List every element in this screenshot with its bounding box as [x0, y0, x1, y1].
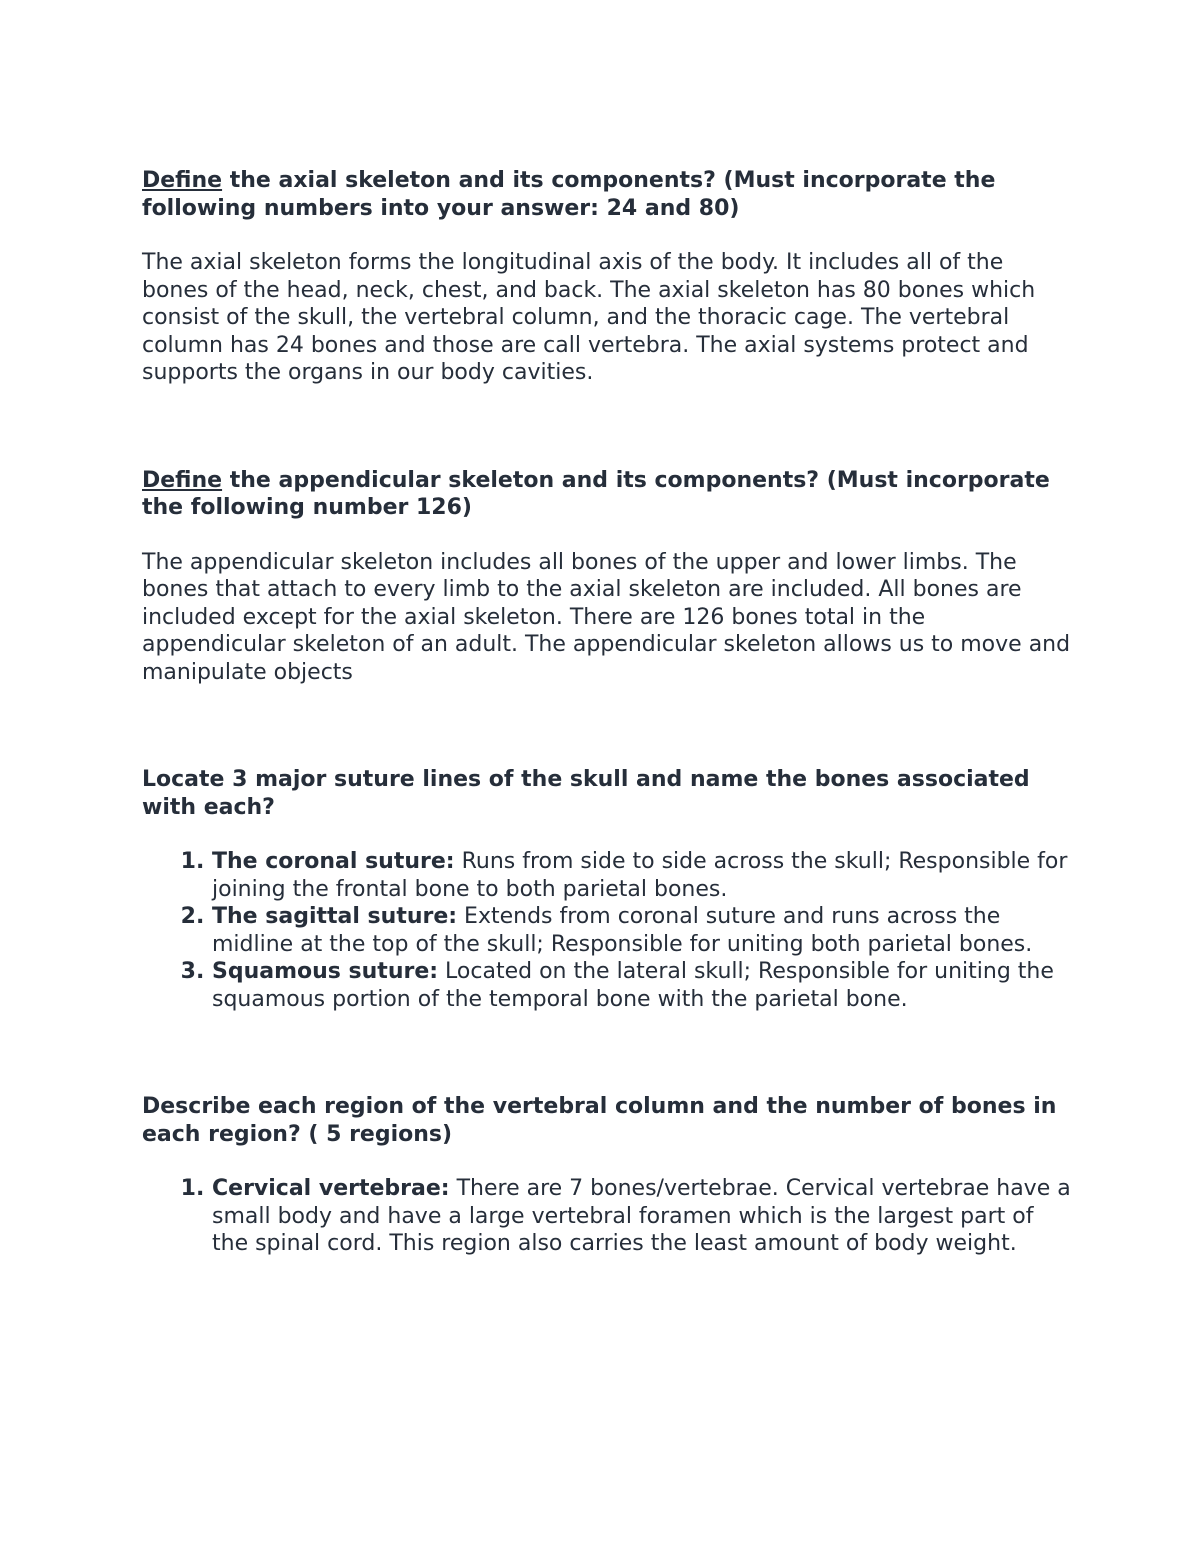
list-item-text: Extends from coronal suture and runs across the midline at the top of the skull; Responsible for uniting both parietal bones.	[212, 904, 1033, 957]
list-item	[212, 1175, 1072, 1258]
question-suture-lines: Locate 3 major suture lines of the skull and name the bones associated with each?	[142, 767, 1030, 820]
list-item	[212, 903, 1072, 958]
list-item-term: Cervical vertebrae:	[212, 1176, 450, 1201]
section-suture-lines	[142, 766, 1072, 1013]
question-vertebral-regions: Describe each region of the vertebral column and the number of bones in each region? ( 5 regions)	[142, 1094, 1057, 1147]
question-appendicular-skeleton	[142, 467, 1072, 522]
section-appendicular-skeleton	[142, 467, 1072, 687]
question-lead: Define	[142, 467, 223, 493]
list-item-text: Runs from side to side across the skull; Responsible for joining the frontal bone to both parietal bones.	[212, 849, 1068, 902]
list-item-term: The sagittal suture:	[212, 904, 458, 929]
question-lead: Define	[142, 168, 223, 193]
list-item-term: Squamous suture:	[212, 959, 439, 984]
list-item	[212, 848, 1072, 903]
answer-axial-skeleton: The axial skeleton forms the longitudinal axis of the body. It includes all of the bones of the head, neck, chest, and back. The axial skeleton has 80 bones which consist of the skull, the vertebral column, and the thoracic cage. The vertebral column has 24 bones and those are call vertebra. The axial systems protect and supports the organs in our body cavities.	[142, 250, 1036, 385]
section-vertebral-regions	[142, 1093, 1072, 1258]
list-item-text: Located on the lateral skull; Responsible for uniting the squamous portion of the temporal bone with the parietal bone.	[212, 959, 1054, 1012]
list-item-term: The coronal suture:	[212, 849, 455, 874]
vertebral-region-list	[142, 1175, 1072, 1258]
suture-list	[142, 848, 1072, 1013]
question-text: the appendicular skeleton and its components? (Must incorporate the following number 126)	[142, 467, 1050, 520]
question-axial-skeleton	[142, 167, 1072, 222]
list-item	[212, 958, 1072, 1013]
question-text: the axial skeleton and its components? (Must incorporate the following numbers into your answer: 24 and 80)	[142, 168, 996, 221]
list-item-text: There are 7 bones/vertebrae. Cervical vertebrae have a small body and have a large vertebral foramen which is the largest part of the spinal cord. This region also carries the least amount of body weight.	[212, 1176, 1071, 1256]
section-axial-skeleton	[142, 167, 1072, 387]
answer-appendicular-skeleton: The appendicular skeleton includes all bones of the upper and lower limbs. The bones that attach to every limb to the axial skeleton are included. All bones are included except for the axial skeleton. There are 126 bones total in the appendicular skeleton of an adult. The appendicular skeleton allows us to move and manipulate objects	[142, 549, 1071, 685]
document-page	[142, 167, 1072, 1258]
